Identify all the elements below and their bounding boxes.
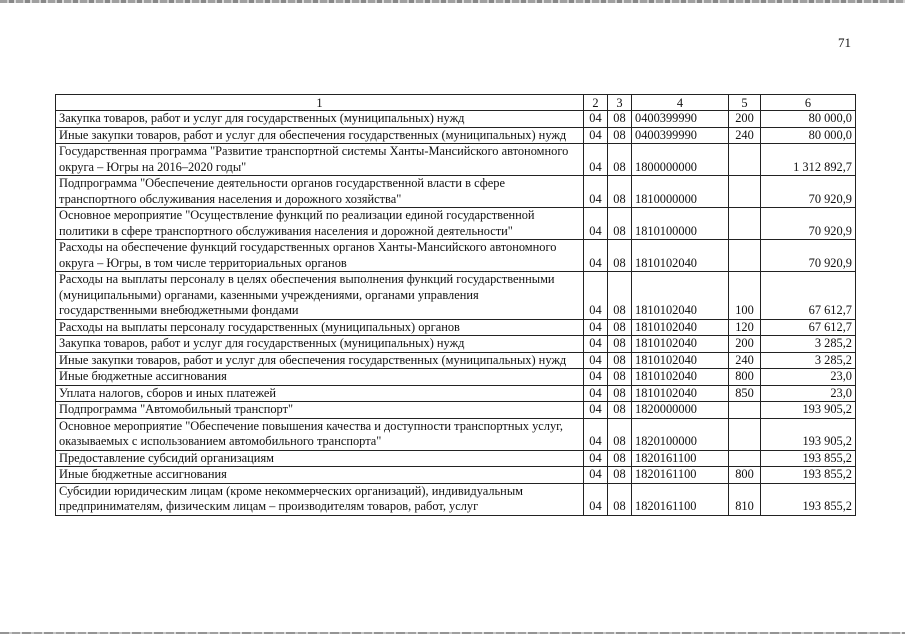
row-section-cell: 04 xyxy=(584,176,608,208)
table-row xyxy=(56,483,856,515)
row-target-article-cell: 1810102040 xyxy=(632,369,729,386)
row-name-cell: Закупка товаров, работ и услуг для государственных (муниципальных) нужд xyxy=(56,336,584,353)
row-target-article-cell: 1810102040 xyxy=(632,336,729,353)
row-subsection-cell: 08 xyxy=(608,483,632,515)
row-section-cell: 04 xyxy=(584,319,608,336)
table-row xyxy=(56,111,856,128)
row-amount-cell: 193 905,2 xyxy=(761,402,856,419)
row-subsection-cell: 08 xyxy=(608,127,632,144)
row-expense-type-cell: 240 xyxy=(729,352,761,369)
row-subsection-cell: 08 xyxy=(608,272,632,320)
scan-edge-bottom xyxy=(0,632,905,634)
row-target-article-cell: 1820100000 xyxy=(632,418,729,450)
row-expense-type-cell: 200 xyxy=(729,336,761,353)
row-expense-type-cell xyxy=(729,176,761,208)
row-expense-type-cell xyxy=(729,208,761,240)
header-cell-amount: 6 xyxy=(761,95,856,111)
row-target-article-cell: 1820161100 xyxy=(632,467,729,484)
row-subsection-cell: 08 xyxy=(608,176,632,208)
table-row xyxy=(56,450,856,467)
header-cell-target-article: 4 xyxy=(632,95,729,111)
table-row xyxy=(56,127,856,144)
row-amount-cell: 70 920,9 xyxy=(761,240,856,272)
row-section-cell: 04 xyxy=(584,352,608,369)
table-row xyxy=(56,208,856,240)
row-section-cell: 04 xyxy=(584,272,608,320)
row-amount-cell: 70 920,9 xyxy=(761,176,856,208)
row-section-cell: 04 xyxy=(584,385,608,402)
row-amount-cell: 67 612,7 xyxy=(761,272,856,320)
row-name-cell: Подпрограмма "Обеспечение деятельности органов государственной власти в сфере транспортного обслуживания населения и дорожного хозяйства" xyxy=(56,176,584,208)
row-expense-type-cell: 240 xyxy=(729,127,761,144)
row-name-cell: Расходы на обеспечение функций государственных органов Ханты-Мансийского автономного округа – Югры, в том числе территориальных органов xyxy=(56,240,584,272)
row-expense-type-cell xyxy=(729,418,761,450)
table-row xyxy=(56,467,856,484)
page-number: 71 xyxy=(838,35,851,50)
row-section-cell: 04 xyxy=(584,111,608,128)
row-name-cell: Иные бюджетные ассигнования xyxy=(56,467,584,484)
row-name-cell: Субсидии юридическим лицам (кроме некоммерческих организаций), индивидуальным предпринимателям, физическим лицам – производителям товаров, работ, услуг xyxy=(56,483,584,515)
row-expense-type-cell xyxy=(729,402,761,419)
row-subsection-cell: 08 xyxy=(608,369,632,386)
row-section-cell: 04 xyxy=(584,418,608,450)
row-name-cell: Предоставление субсидий организациям xyxy=(56,450,584,467)
row-target-article-cell: 0400399990 xyxy=(632,111,729,128)
row-amount-cell: 80 000,0 xyxy=(761,127,856,144)
row-target-article-cell: 1820000000 xyxy=(632,402,729,419)
row-expense-type-cell: 800 xyxy=(729,369,761,386)
table-row xyxy=(56,385,856,402)
row-section-cell: 04 xyxy=(584,127,608,144)
row-target-article-cell: 1820161100 xyxy=(632,483,729,515)
row-amount-cell: 193 855,2 xyxy=(761,467,856,484)
table-row xyxy=(56,336,856,353)
row-expense-type-cell: 100 xyxy=(729,272,761,320)
table-row xyxy=(56,352,856,369)
table-row xyxy=(56,418,856,450)
row-target-article-cell: 1810102040 xyxy=(632,319,729,336)
row-expense-type-cell: 200 xyxy=(729,111,761,128)
row-name-cell: Иные закупки товаров, работ и услуг для обеспечения государственных (муниципальных) нужд xyxy=(56,352,584,369)
row-expense-type-cell xyxy=(729,240,761,272)
table-row xyxy=(56,240,856,272)
row-subsection-cell: 08 xyxy=(608,450,632,467)
row-expense-type-cell: 800 xyxy=(729,467,761,484)
row-target-article-cell: 1810102040 xyxy=(632,240,729,272)
budget-table xyxy=(55,94,856,516)
row-expense-type-cell: 120 xyxy=(729,319,761,336)
row-name-cell: Уплата налогов, сборов и иных платежей xyxy=(56,385,584,402)
row-subsection-cell: 08 xyxy=(608,336,632,353)
row-target-article-cell: 1810000000 xyxy=(632,176,729,208)
row-section-cell: 04 xyxy=(584,144,608,176)
row-name-cell: Закупка товаров, работ и услуг для государственных (муниципальных) нужд xyxy=(56,111,584,128)
row-name-cell: Основное мероприятие "Обеспечение повышения качества и доступности транспортных услуг, оказываемых с использованием автомобильного транспорта" xyxy=(56,418,584,450)
row-name-cell: Основное мероприятие "Осуществление функций по реализации единой государственной политики в сфере транспортного обслуживания населения и дорожной деятельности" xyxy=(56,208,584,240)
row-expense-type-cell xyxy=(729,450,761,467)
row-target-article-cell: 1800000000 xyxy=(632,144,729,176)
row-amount-cell: 193 855,2 xyxy=(761,450,856,467)
row-name-cell: Расходы на выплаты персоналу государственных (муниципальных) органов xyxy=(56,319,584,336)
table-header-row xyxy=(56,95,856,111)
table-row xyxy=(56,272,856,320)
row-target-article-cell: 0400399990 xyxy=(632,127,729,144)
header-cell-expense-type: 5 xyxy=(729,95,761,111)
row-target-article-cell: 1810100000 xyxy=(632,208,729,240)
row-expense-type-cell: 850 xyxy=(729,385,761,402)
header-cell-subsection: 3 xyxy=(608,95,632,111)
row-amount-cell: 70 920,9 xyxy=(761,208,856,240)
row-subsection-cell: 08 xyxy=(608,111,632,128)
row-expense-type-cell: 810 xyxy=(729,483,761,515)
row-section-cell: 04 xyxy=(584,467,608,484)
row-amount-cell: 3 285,2 xyxy=(761,352,856,369)
header-cell-section: 2 xyxy=(584,95,608,111)
row-subsection-cell: 08 xyxy=(608,319,632,336)
row-name-cell: Иные бюджетные ассигнования xyxy=(56,369,584,386)
row-subsection-cell: 08 xyxy=(608,352,632,369)
row-section-cell: 04 xyxy=(584,402,608,419)
table-row xyxy=(56,319,856,336)
row-target-article-cell: 1810102040 xyxy=(632,352,729,369)
row-target-article-cell: 1810102040 xyxy=(632,385,729,402)
row-subsection-cell: 08 xyxy=(608,467,632,484)
row-amount-cell: 67 612,7 xyxy=(761,319,856,336)
row-amount-cell: 23,0 xyxy=(761,369,856,386)
table-row xyxy=(56,144,856,176)
row-name-cell: Государственная программа "Развитие транспортной системы Ханты-Мансийского автономного округа – Югры на 2016–2020 годы" xyxy=(56,144,584,176)
row-section-cell: 04 xyxy=(584,369,608,386)
row-subsection-cell: 08 xyxy=(608,402,632,419)
row-subsection-cell: 08 xyxy=(608,208,632,240)
table-row xyxy=(56,176,856,208)
row-name-cell: Иные закупки товаров, работ и услуг для обеспечения государственных (муниципальных) нужд xyxy=(56,127,584,144)
table-row xyxy=(56,369,856,386)
row-subsection-cell: 08 xyxy=(608,385,632,402)
table-row xyxy=(56,402,856,419)
row-amount-cell: 1 312 892,7 xyxy=(761,144,856,176)
row-section-cell: 04 xyxy=(584,208,608,240)
row-amount-cell: 3 285,2 xyxy=(761,336,856,353)
row-amount-cell: 80 000,0 xyxy=(761,111,856,128)
row-subsection-cell: 08 xyxy=(608,240,632,272)
row-name-cell: Расходы на выплаты персоналу в целях обеспечения выполнения функций государственными (муниципальными) органами, казенными учреждениями, органами управления государственными внебюджетными фондами xyxy=(56,272,584,320)
scan-edge-top xyxy=(0,0,905,3)
row-section-cell: 04 xyxy=(584,450,608,467)
row-target-article-cell: 1810102040 xyxy=(632,272,729,320)
row-amount-cell: 193 905,2 xyxy=(761,418,856,450)
row-section-cell: 04 xyxy=(584,240,608,272)
row-expense-type-cell xyxy=(729,144,761,176)
row-subsection-cell: 08 xyxy=(608,418,632,450)
header-cell-name: 1 xyxy=(56,95,584,111)
row-section-cell: 04 xyxy=(584,336,608,353)
row-amount-cell: 193 855,2 xyxy=(761,483,856,515)
row-amount-cell: 23,0 xyxy=(761,385,856,402)
row-name-cell: Подпрограмма "Автомобильный транспорт" xyxy=(56,402,584,419)
row-section-cell: 04 xyxy=(584,483,608,515)
row-target-article-cell: 1820161100 xyxy=(632,450,729,467)
row-subsection-cell: 08 xyxy=(608,144,632,176)
